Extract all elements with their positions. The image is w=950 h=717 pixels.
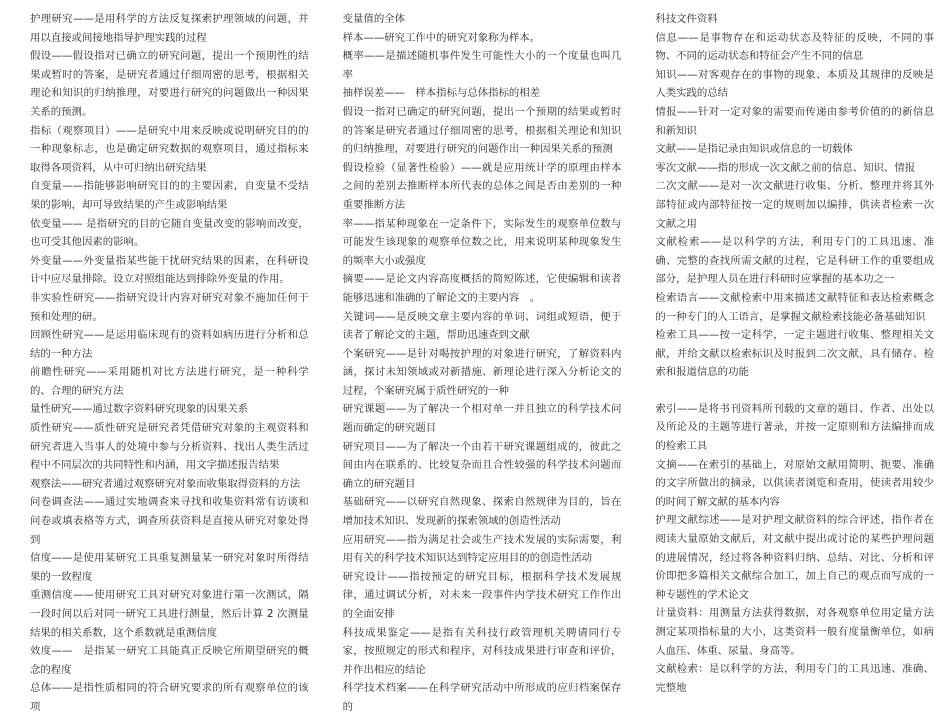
definition-entry: 索引——是将书刊资料所刊载的文章的题目、作者、出处以及所论及的主题等进行著录，并按一定原则和方法编排而成的检索工具 xyxy=(655,402,935,453)
definition-entry: 检索工具——按一定科学，一定主题进行收集、整理相关文献，并给文献以检索标识及时报到二次文献，具有储存、检索和报道信息的功能 xyxy=(655,329,935,379)
definition-entry: 依变量—— 是指研究的目的它随自变量改变的影响而改变，也可受其他因素的影响。 xyxy=(30,217,309,249)
definition-entry: 检索语言——文献检索中用来描述文献特征和表达检索概念的一种专门的人工语言，是掌握文献检索技能必备基础知识 xyxy=(655,291,935,323)
definition-entry: 率——指某种现象在一定条件下，实际发生的观察单位数与可能发生该现象的观察单位数之比，用来说明某种现象发生的频率大小或强度 xyxy=(342,217,622,267)
definition-entry: 护理文献综述——是对护理文献资料的综合评述，指作者在阅读大量原始文献后，对文献中提出或讨论的某些护理问题的进展情况，经过将各种资料归纳、总结、对比、分析和评价即把多篇相关文献综合加工，加上自己的观点而写成的一种专题性的学术论文 xyxy=(655,514,935,601)
definition-entry: 科学技术档案——在科学研究活动中所形成的应归档案保存的 xyxy=(342,682,622,713)
definition-entry: 概率——是描述随机事件发生可能性大小的一个度量也叫几率 xyxy=(342,50,622,81)
column-middle xyxy=(342,10,622,713)
definition-entry: 非实验性研究——指研究设计内容对研究对象不施加任何干预和处理的研。 xyxy=(30,291,309,323)
definition-entry: 科技文件资料 xyxy=(655,13,718,25)
definition-entry: 观察法——研究者通过观察研究对象而收集取得资料的方法 xyxy=(30,477,301,490)
definition-entry: 基础研究——以研究自然现象、探索自然规律为目的，旨在增加技术知识、发现新的探索领域的创造性活动 xyxy=(342,496,622,528)
definition-entry: 前瞻性研究——采用随机对比方法进行研究，是一种科学的、合理的研究方法 xyxy=(30,366,309,397)
definition-entry: 个案研究——是针对喝按护理的对象进行研究，了解资料内涵，探讨未知领域或对新措施、新理论进行深入分析论文的过程，个案研究属于质性研究的一种 xyxy=(342,347,622,397)
paragraph-gap xyxy=(655,382,934,400)
definition-entry: 总体——是指性质相同的符合研究要求的所有观察单位的该项 xyxy=(30,682,309,713)
definition-entry: 文献检索：是以科学的方法，利用专门的工具迅速、准确、完整地 xyxy=(655,663,935,694)
definition-entry: 知识——对客观存在的事物的现象、本质及其规律的反映是人类实践的总结 xyxy=(655,68,935,100)
definition-entry: 信度——是使用某研究工具重复测量某一研究对象时所得结果的一致程度 xyxy=(30,552,309,583)
column-right xyxy=(655,10,935,694)
definition-entry: 问卷调查法——通过实地调查来寻找和收集资料常有访谈和问卷或填表格等方式，调查所获资料是直接从研究对象处得到 xyxy=(30,496,309,546)
definition-entry: 文摘——在索引的基础上，对原始文献用简明、扼要、准确的文字所做出的摘录，以供读者浏览和查用，使读者用较少的时间了解文献的基本内容 xyxy=(655,458,935,508)
definition-entry: 二次文献——是对一次文献进行收集、分析、整理并将其外部特征或内部特征按一定的规则加以编排，供读者检索一次文献之用 xyxy=(655,180,935,230)
definition-entry: 假设——假设指对已确立的研究问题，提出一个预期性的结果或暂时的答案，是研究者通过仔细周密的思考，根据相关理论和知识的归纳推理，对要进行研究的问题做出一种因果关系的预测。 xyxy=(30,50,309,118)
definition-entry: 变量值的全体 xyxy=(342,13,406,25)
definition-entry: 重测信度——使用研究工具对研究对象进行第一次测试，隔一段时间以后对同一研究工具进行测量，然后计算 2 次测量结果的相关系数，这个系数就是重测信度 xyxy=(30,589,309,639)
column-left xyxy=(30,10,309,713)
definition-entry: 摘要——是论文内容高度概括的简短陈述，它使编辑和读者能够迅速和准确的了解论文的主要内容 。 xyxy=(342,273,622,304)
definition-entry: 零次文献——指的形成一次文献之前的信息、知识、情报 xyxy=(655,161,916,174)
definition-entry: 质性研究——质性研究是研究者凭借研究对象的主观资料和研究者进入当事人的处境中参与分析资料、找出人类生活过程中不同层次的共同特性和内涵，用文字描述报告结果 xyxy=(30,422,309,472)
definition-entry: 研究课题——为了解决一个相对单一并且独立的科学技术问题而确定的研究题目 xyxy=(342,403,622,435)
definition-entry: 科技成果鉴定——是指有关科技行政管理机关聘请同行专家，按照规定的形式和程序，对科技成果进行审查和评价，并作出相应的结论 xyxy=(342,626,622,676)
definition-entry: 指标（观察项目）——是研究中用来反映或说明研究目的的一种现象标志，也是确定研究数据的观察项目，通过指标来取得各项资料，从中可归纳出研究结果 xyxy=(30,124,309,174)
definition-entry: 计量资料：用测量方法获得数据，对各观察单位用定量方法测定某项指标量的大小，这类资料一般有度量衡单位，如病人血压、体重、尿量、身高等。 xyxy=(655,607,935,657)
definition-entry: 假设检验（显著性检验）——就是应用统计学的原理由样本之间的差别去推断样本所代表的总体之间是否由差别的一种重要推断方法 xyxy=(342,161,622,211)
definition-entry: 外变量——外变量指某些能干扰研究结果的因素，在科研设计中应尽量排除。设立对照组能达到排除外变量的作用。 xyxy=(30,254,309,286)
definition-entry: 情报——针对一定对象的需要而传递由参考价值的的新信息和新知识 xyxy=(655,105,935,137)
definition-entry: 文献——是指记录由知识或信息的一切载体 xyxy=(655,143,853,156)
definition-entry: 信息——是事物存在和运动状态及特征的反映，不同的事物、不同的运动状态和特征会产生不同的信息 xyxy=(655,31,935,63)
definition-entry: 文献检索——是以科学的方法，利用专门的工具迅速、准确、完整的查找所需文献的过程，它是科研工作的重要组成部分，是护理人员在进行科研时应掌握的基本功之一 xyxy=(655,236,935,286)
definition-entry: 研究项目——为了解决一个由若干研究课题组成的，彼此之间由内在联系的、比较复杂而且合性较强的科学技术问题而确立的研究题目 xyxy=(342,440,622,490)
definition-entry: 效度—— 是指某一研究工具能真正反映它所期望研究的概念的程度 xyxy=(30,645,309,676)
definition-entry: 自变量——指能够影响研究目的的主要因素，自变量不受结果的影响，却可导致结果的产生或影响结果 xyxy=(30,180,309,211)
definition-entry: 回顾性研究——是运用临床现有的资料如病历进行分析和总结的一种方法 xyxy=(30,329,309,360)
definition-entry: 假设一指对已确定的研究问题，提出一个预期的结果或暂时的答案是研究者通过仔细周密的思考，根据相关理论和知识的归纳推理，对要进行研究的问题作出一种因果关系的预测 xyxy=(342,105,622,156)
definition-entry: 关键词——是反映文章主要内容的单词、词组或短语，便于读者了解论文的主题，帮助迅速查到文献 xyxy=(342,310,622,342)
definition-entry: 护理研究——是用科学的方法反复探索护理领域的问题，并用以直接或间接地指导护理实践的过程 xyxy=(30,13,309,44)
definition-entry: 抽样误差—— 样本指标与总体指标的相差 xyxy=(342,87,541,100)
definition-entry: 研究设计——指按预定的研究目标，根据科学技术发展规律，通过调试分析，对未来一段事件内学技术研究工作作出的全面安排 xyxy=(342,570,622,620)
definition-entry: 量性研究——通过数字资料研究现象的因果关系 xyxy=(30,403,249,416)
definition-entry: 应用研究——指为满足社会或生产技术发展的实际需要，利用有关的科学技术知识达到特定应用目的的创造性活动 xyxy=(342,533,622,565)
definition-entry: 样本——研究工作中的研究对象称为样本。 xyxy=(342,31,541,44)
